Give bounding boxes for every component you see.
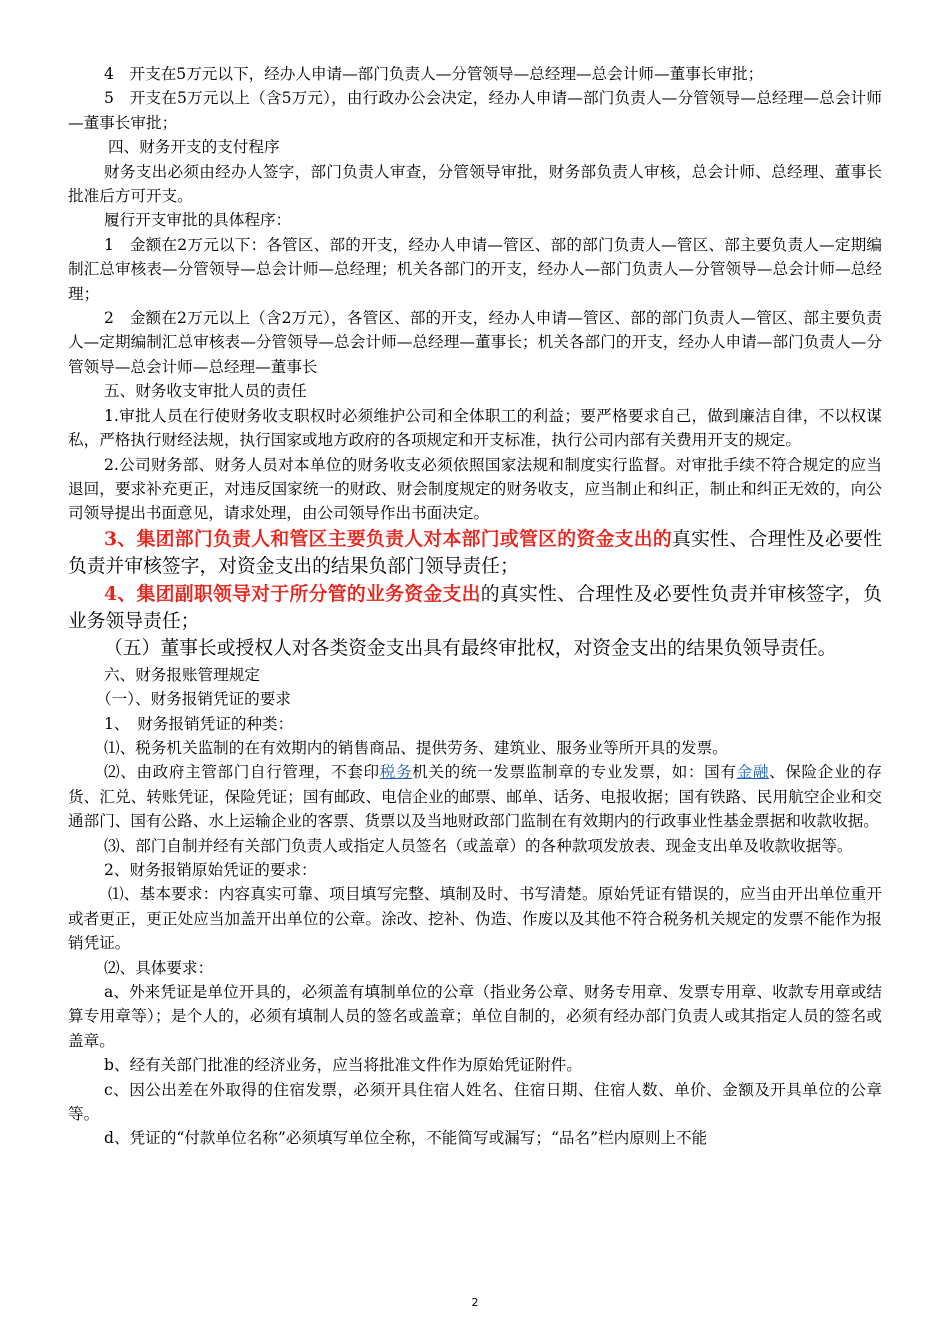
- list-item: d、凭证的“付款单位名称”必须填写单位全称，不能简写或漏写；“品名”栏内原则上不能: [104, 1129, 708, 1148]
- paragraph: 4 开支在5万元以下，经办人申请—部门负责人—分管领导—总经理—总会计师—董事长审批；: [104, 65, 764, 83]
- paragraph: 1 金额在2万元以下：各管区、部的开支，经办人申请—管区、部的部门负责人—管区、部主要负责人—定期编制汇总审核表—分管领导—总会计师—总经理；机关各部门的开支，经办人—部门负责人—分管领导—总会计师—总经理；: [68, 235, 882, 303]
- paragraph: 5 开支在5万元以上（含5万元），由行政办公会决定，经办人申请—部门负责人—分管领导—总经理—总会计师—董事长审批；: [68, 89, 882, 132]
- list-item: a、外来凭证是单位开具的，必须盖有填制单位的公章（指业务公章、财务专用章、发票专用章、收款专用章或结算专用章等）；是个人的，必须有填制人员的签名或盖章；单位自制的，必须有经办部门负责人或其指定人员的签名或盖章。: [68, 983, 882, 1050]
- paragraph-text: 机关的统一发票监制章的专业发票，如：国有: [412, 763, 737, 782]
- paragraph-text: 的真实性、合理性及必要性负责并审核签字，负业务领导责任；: [68, 583, 882, 632]
- finance-link[interactable]: 金融: [736, 763, 770, 782]
- red-highlight-text: 4、集团副职领导对于所分管的业务资金支出: [104, 582, 481, 605]
- tax-link[interactable]: 税务: [379, 763, 413, 782]
- list-item: ⑶、部门自制并经有关部门负责人或指定人员签名（或盖章）的各种款项发放表、现金支出单及收款收据等。: [104, 836, 853, 855]
- paragraph: 2.公司财务部、财务人员对本单位的财务收支必须依照国家法规和制度实行监督。对审批手续不符合规定的应当退回，要求补充更正，对违反国家统一的财政、财会制度规定的财务收支，应当制止和纠正，制止和纠正无效的，向公司领导提出书面意见，请求处理，由公司领导作出书面决定。: [68, 455, 882, 523]
- paragraph: （五）董事长或授权人对各类资金支出具有最终审批权，对资金支出的结果负领导责任。: [104, 638, 837, 660]
- paragraph-text: ⑵、由政府主管部门自行管理，不套印: [104, 763, 380, 782]
- section-heading: 四、财务开支的支付程序: [108, 138, 280, 157]
- highlighted-paragraph: [68, 581, 882, 636]
- subsection-heading: （一）、财务报销凭证的要求: [96, 690, 291, 709]
- list-item: ⑴、税务机关监制的在有效期内的销售商品、提供劳务、建筑业、服务业等所开具的发票。: [104, 738, 728, 757]
- red-highlight-text: 3、集团部门负责人和管区主要负责人对本部门或管区的资金支出的: [104, 527, 672, 550]
- section-heading: 五、财务收支审批人员的责任: [104, 382, 307, 401]
- paragraph: 财务支出必须由经办人签字，部门负责人审查，分管领导审批，财务部负责人审核，总会计师、总经理、董事长批准后方可开支。: [68, 162, 882, 206]
- paragraph-text: 、保险企业的存货、汇兑、转账凭证，保险凭证；国有邮政、电信企业的邮票、邮单、话务、电报收据；国有铁路、民用航空企业和交通部门、国有公路、水上运输企业的客票、货票以及当地财政部门监制在有效期内的行政事业性基金票据和收款收据。: [68, 763, 882, 831]
- page-number: 2: [471, 1296, 479, 1309]
- list-item: [68, 760, 882, 833]
- list-item: 2、财务报销原始凭证的要求：: [104, 861, 317, 879]
- highlighted-paragraph: [68, 526, 882, 581]
- list-item: ⑵、具体要求：: [104, 958, 214, 977]
- list-item: ⑴、基本要求：内容真实可靠、项目填写完整、填制及时、书写清楚。原始凭证有错误的，应当由开出单位重开或者更正，更正处应当加盖开出单位的公章。涂改、挖补、伪造、作废以及其他不符合税务机关规定的发票不能作为报销凭证。: [68, 885, 882, 953]
- list-item: c、因公出差在外取得的住宿发票，必须开具住宿人姓名、住宿日期、住宿人数、单价、金额及开具单位的公章等。: [68, 1080, 882, 1124]
- paragraph-text: 真实性、合理性及必要性负责并审核签字，对资金支出的结果负部门领导责任；: [68, 528, 882, 578]
- section-heading: 六、财务报账管理规定: [104, 665, 260, 684]
- list-item: 1、 财务报销凭证的种类：: [104, 714, 294, 733]
- paragraph: 1.审批人员在行使财务收支职权时必须维护公司和全体职工的利益；要严格要求自己，做到廉洁自律，不以权谋私，严格执行财经法规，执行国家或地方政府的各项规定和开支标准，执行公司内部有关费用开支的规定。: [68, 406, 882, 450]
- list-item: b、经有关部门批准的经济业务，应当将批准文件作为原始凭证附件。: [104, 1056, 582, 1075]
- document-body: [68, 62, 882, 1151]
- paragraph: 2 金额在2万元以上（含2万元），各管区、部的开支，经办人申请—管区、部的部门负责人—管区、部主要负责人—定期编制汇总审核表—分管领导—总会计师—总经理—董事长；机关各部门的开支，经办人申请—部门负责人—分管领导—总会计师—总经理—董事长: [68, 309, 882, 376]
- paragraph: 履行开支审批的具体程序：: [104, 211, 292, 230]
